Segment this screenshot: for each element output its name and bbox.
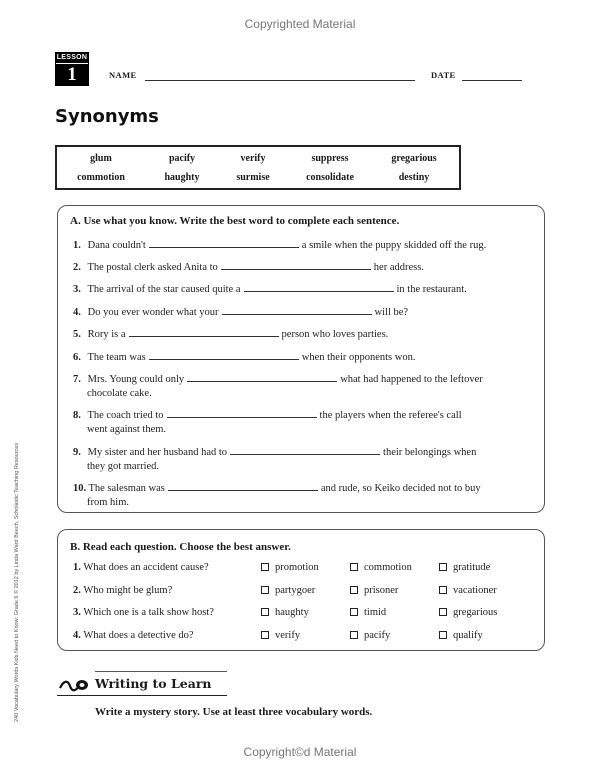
question-text-before: Rory is a xyxy=(87,329,126,340)
section-a-title: A. Use what you know. Write the best word to complete each sentence. xyxy=(70,215,400,227)
question-text-before: Dana couldn't xyxy=(87,240,146,251)
question-text-after: their belongings when xyxy=(383,447,477,458)
question-a-2 xyxy=(73,259,539,275)
word-bank-word: consolidate xyxy=(306,172,354,183)
lesson-label: LESSON xyxy=(56,53,88,64)
checkbox[interactable] xyxy=(439,608,447,616)
question-text-before: The postal clerk asked Anita to xyxy=(87,262,218,273)
writing-title-rule-top xyxy=(95,671,227,672)
question-a-9 xyxy=(73,444,539,474)
checkbox[interactable] xyxy=(261,631,269,639)
checkbox[interactable] xyxy=(261,563,269,571)
question-number: 4. xyxy=(73,307,81,318)
answer-blank[interactable] xyxy=(222,304,372,315)
word-bank-word: gregarious xyxy=(391,153,437,164)
date-line xyxy=(462,80,522,81)
option-label: prisoner xyxy=(364,585,399,596)
answer-option[interactable] xyxy=(439,562,490,573)
checkbox[interactable] xyxy=(350,608,358,616)
writing-to-learn-title: Writing to Learn xyxy=(95,676,212,691)
answer-option[interactable] xyxy=(261,562,319,573)
question-text-after: and rude, so Keiko decided not to buy xyxy=(320,483,481,494)
word-bank-word: pacify xyxy=(168,153,196,164)
option-label: commotion xyxy=(364,562,412,573)
question-number: 9. xyxy=(73,447,81,458)
answer-option[interactable] xyxy=(350,562,412,573)
question-number: 2. xyxy=(73,262,81,273)
answer-blank[interactable] xyxy=(167,407,317,418)
question-continuation: went against them. xyxy=(87,424,167,435)
option-label: qualify xyxy=(453,630,483,641)
question-b-1 xyxy=(73,562,209,573)
section-b-title: B. Read each question. Choose the best answer. xyxy=(70,541,291,553)
question-text-after: person who loves parties. xyxy=(281,329,389,340)
name-label: NAME xyxy=(109,70,137,80)
question-text-before: The team was xyxy=(87,352,146,363)
section-a-panel xyxy=(57,205,545,513)
question-a-3 xyxy=(73,281,539,297)
question-text-after: a smile when the puppy skidded off the rug. xyxy=(301,240,487,251)
question-a-5 xyxy=(73,326,539,342)
question-a-10 xyxy=(73,480,539,510)
option-label: gregarious xyxy=(453,607,498,618)
question-number: 4. xyxy=(73,630,81,641)
question-a-4 xyxy=(73,304,539,320)
option-label: promotion xyxy=(275,562,319,573)
question-text-before: Do you ever wonder what your xyxy=(87,307,219,318)
answer-blank[interactable] xyxy=(149,237,299,248)
answer-option[interactable] xyxy=(439,585,497,596)
answer-blank[interactable] xyxy=(149,349,299,360)
question-number: 10. xyxy=(73,483,87,494)
answer-option[interactable] xyxy=(350,585,398,596)
answer-blank[interactable] xyxy=(168,480,318,491)
checkbox[interactable] xyxy=(350,586,358,594)
question-number: 6. xyxy=(73,352,81,363)
question-text-before: My sister and her husband had to xyxy=(87,447,228,458)
pencil-squiggle-icon xyxy=(58,676,90,694)
name-line xyxy=(145,80,415,81)
word-bank-word: destiny xyxy=(398,172,430,183)
question-continuation: they got married. xyxy=(87,461,160,472)
question-number: 1. xyxy=(73,562,81,573)
question-a-6 xyxy=(73,349,539,365)
question-continuation: chocolate cake. xyxy=(87,388,152,399)
option-label: vacationer xyxy=(453,585,497,596)
word-bank xyxy=(55,145,461,190)
copyright-side-text: 240 Vocabulary Words Kids Need to Know: Grade 6 © 2012 by Linda Ward Beech, Scholastic Teaching Resources xyxy=(14,442,20,722)
question-text-after: when their opponents won. xyxy=(301,352,416,363)
answer-option[interactable] xyxy=(261,607,309,618)
answer-blank[interactable] xyxy=(221,259,371,270)
answer-blank[interactable] xyxy=(244,281,394,292)
question-text-before: The salesman was xyxy=(88,483,165,494)
section-b-panel xyxy=(57,529,545,651)
answer-option[interactable] xyxy=(350,607,386,618)
answer-option[interactable] xyxy=(350,630,390,641)
word-bank-word: verify xyxy=(240,153,266,164)
page-title: Synonyms xyxy=(55,106,159,127)
question-number: 8. xyxy=(73,410,81,421)
question-number: 3. xyxy=(73,607,81,618)
question-text-before: The coach tried to xyxy=(87,410,164,421)
question-number: 7. xyxy=(73,374,81,385)
option-label: gratitude xyxy=(453,562,491,573)
word-bank-word: surmise xyxy=(236,172,270,183)
question-text: Who might be glum? xyxy=(83,585,173,596)
question-b-4 xyxy=(73,630,194,641)
question-number: 1. xyxy=(73,240,81,251)
answer-blank[interactable] xyxy=(129,326,279,337)
watermark-bottom: Copyright©d Material xyxy=(243,745,357,759)
question-text-after: the players when the referee's call xyxy=(319,410,462,421)
question-text-after: what had happened to the leftover xyxy=(340,374,483,385)
question-text: Which one is a talk show host? xyxy=(83,607,214,618)
checkbox[interactable] xyxy=(261,586,269,594)
option-label: pacify xyxy=(364,630,391,641)
option-label: haughty xyxy=(275,607,309,618)
option-label: partygoer xyxy=(275,585,316,596)
word-bank-word: haughty xyxy=(164,172,200,183)
question-number: 3. xyxy=(73,284,81,295)
option-label: timid xyxy=(364,607,387,618)
checkbox[interactable] xyxy=(439,563,447,571)
word-bank-word: glum xyxy=(90,153,112,164)
question-a-1 xyxy=(73,237,539,253)
lesson-number: 1 xyxy=(67,64,77,85)
checkbox[interactable] xyxy=(439,631,447,639)
question-a-8 xyxy=(73,407,539,437)
question-text-before: Mrs. Young could only xyxy=(87,374,185,385)
question-text-before: The arrival of the star caused quite a xyxy=(87,284,241,295)
question-number: 5. xyxy=(73,329,81,340)
checkbox[interactable] xyxy=(350,631,358,639)
question-a-7 xyxy=(73,371,539,401)
question-continuation: from him. xyxy=(87,497,129,508)
answer-blank[interactable] xyxy=(187,371,337,382)
question-text: What does an accident cause? xyxy=(83,562,209,573)
word-bank-word: suppress xyxy=(311,153,349,164)
option-label: verify xyxy=(275,630,301,641)
answer-option[interactable] xyxy=(439,630,483,641)
question-text-after: her address. xyxy=(373,262,424,273)
question-text-after: in the restaurant. xyxy=(396,284,467,295)
checkbox[interactable] xyxy=(350,563,358,571)
watermark-top: Copyrighted Material xyxy=(244,17,356,31)
checkbox[interactable] xyxy=(439,586,447,594)
question-b-3 xyxy=(73,607,214,618)
lesson-badge xyxy=(55,52,89,86)
question-text-after: will be? xyxy=(374,307,409,318)
answer-option[interactable] xyxy=(439,607,497,618)
answer-option[interactable] xyxy=(261,585,315,596)
word-bank-word: commotion xyxy=(77,172,125,183)
answer-option[interactable] xyxy=(261,630,300,641)
writing-prompt: Write a mystery story. Use at least three vocabulary words. xyxy=(95,706,373,718)
checkbox[interactable] xyxy=(261,608,269,616)
writing-title-rule xyxy=(57,695,227,696)
question-text: What does a detective do? xyxy=(83,630,194,641)
question-b-2 xyxy=(73,585,172,596)
question-number: 2. xyxy=(73,585,81,596)
date-label: DATE xyxy=(431,70,456,80)
answer-blank[interactable] xyxy=(230,444,380,455)
